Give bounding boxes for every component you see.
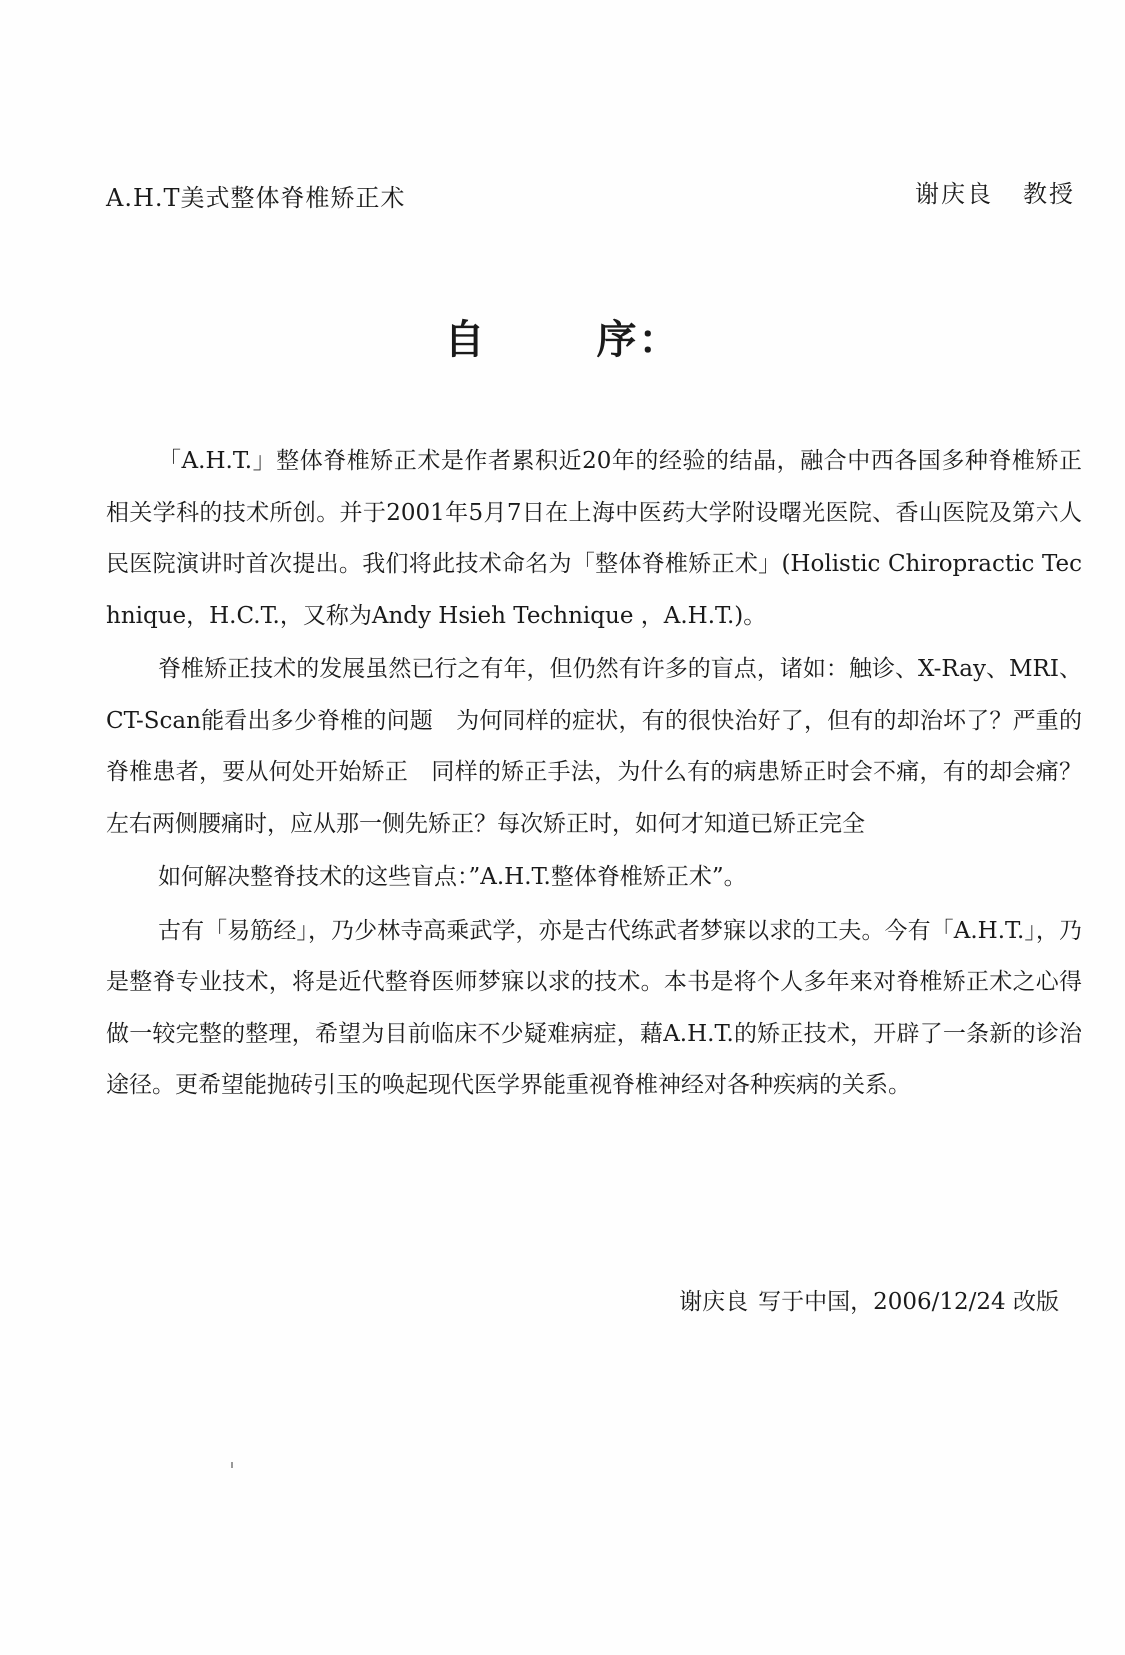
author-name: 谢庆良	[915, 180, 993, 208]
book-title: A.H.T美式整体脊椎矫正术	[106, 184, 406, 212]
paragraph-2: 脊椎矫正技术的发展虽然已行之有年，但仍然有许多的盲点，诸如：触诊、X-Ray、MRI、CT-Scan能看出多少脊椎的问题 为何同样的症状，有的很快治好了，但有的却治坏了？严重的脊椎患者，要从何处开始矫正 同样的矫正手法，为什么有的病患矫正时会不痛，有的却会痛？左右两侧腰痛时，应从那一侧先矫正？每次矫正时，如何才知道已矫正完全	[106, 656, 1082, 837]
title-char-2: 序：	[596, 316, 681, 363]
paragraph-4: 古有「易筋经」，乃少林寺高乘武学，亦是古代练武者梦寐以求的工夫。今有「A.H.T.」，乃是整脊专业技术，将是近代整脊医师梦寐以求的技术。本书是将个人多年来对脊椎矫正术之心得做一较完整的整理，希望为目前临床不少疑难病症，藉A.H.T.的矫正技术，开辟了一条新的诊治途径。更希望能抛砖引玉的唤起现代医学界能重视脊椎神经对各种疾病的关系。	[106, 917, 1082, 1098]
paragraph-3: 如何解决整脊技术的这些盲点：”A.H.T.整体脊椎矫正术”。	[158, 864, 747, 890]
title-char-1: 自	[444, 316, 487, 363]
preface-body	[106, 436, 1082, 1112]
author-line	[915, 174, 1075, 209]
paragraph-1: 「A.H.T.」整体脊椎矫正术是作者累积近20年的经验的结晶，融合中西各国多种脊椎矫正相关学科的技术所创。并于2001年5月7日在上海中医药大学附设曙光医院、香山医院及第六人民医院演讲时首次提出。我们将此技术命名为「整体脊椎矫正术」(Holistic Chiropractic Technique，H.C.T.，又称为Andy Hsieh Technique ，A.H.T.)。	[106, 448, 1082, 629]
signature-line	[679, 1283, 1059, 1316]
signature-text: 写于中国，2006/12/24 改版	[758, 1289, 1059, 1315]
page-title	[0, 308, 1125, 365]
scan-speck	[231, 1462, 233, 1468]
signature-name: 谢庆良	[679, 1289, 749, 1315]
author-title: 教授	[1023, 180, 1075, 208]
